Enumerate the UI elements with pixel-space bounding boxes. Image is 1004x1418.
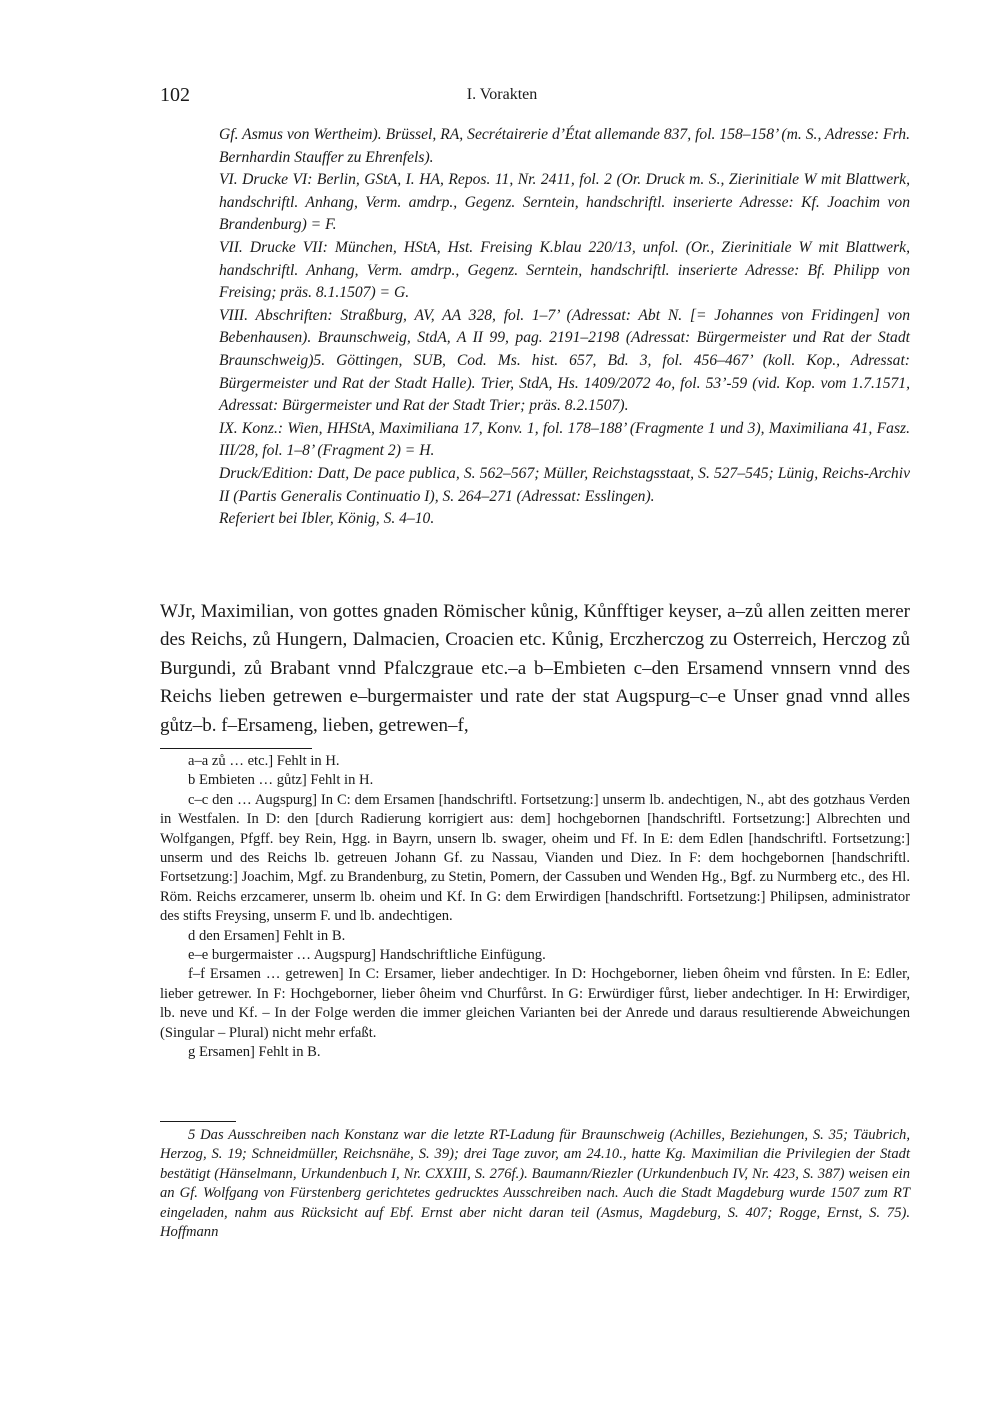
apparatus-note: a–a zů … etc.] Fehlt in H. — [188, 753, 340, 769]
apparatus-divider — [160, 748, 312, 749]
apparatus-note: b Embieten … gůtz] Fehlt in H. — [188, 772, 374, 789]
main-text — [160, 598, 910, 740]
source-entry: Referiert bei Ibler, König, S. 4–10. — [219, 510, 435, 528]
footnote-5: 5 Das Ausschreiben nach Konstanz war die letzte RT-Ladung für Braunschweig (Achilles, Beziehungen, S. 35; Täubrich, Herzog, S. 19; Schneidmüller, Reichsnähe, S. 39); drei Tage zuvor, am 24.10., hatte Kg. Maximilian die Privilegien der Stadt bestätigt (Hänselmann, Urkundenbuch I, Nr. CXXIII, S. 276f.). Baumann/Riezler (Urkundenbuch IV, Nr. 423, S. 387) weisen ein an Gf. Wolfgang von Fürstenberg gerichtetes gedrucktes Ausschreiben nach. Auch die Stadt Magdeburg wurde 1507 zum RT eingeladen, nahm aus Rücksicht auf Ebf. Ernst aber nicht daran teil (Asmus, Magdeburg, S. 407; Rogge, Ernst, S. 75). Hoffmann — [160, 1127, 910, 1241]
source-entry: Gf. Asmus von Wertheim). Brüssel, RA, Secrétairerie d’État allemande 837, fol. 158–158’ (m. S., Adresse: Frh. Bernhardin Stauffer zu Ehrenfels). — [219, 126, 910, 166]
source-entry: VII. Drucke VII: München, HStA, Hst. Freising K.blau 220/13, unfol. (Or., Zierinitiale W mit Blattwerk, handschriftl. Anhang, Verm. amdrp., Gegenz. Serntein, handschriftl. inserierte Adresse: Bf. Philipp von Freising; präs. 8.1.1507) = G. — [219, 238, 910, 302]
source-entry: Druck/Edition: Datt, De pace publica, S. 562–567; Müller, Reichstagsstaat, S. 527–545; Lünig, Reichs-Archiv II (Partis Generalis Continuatio I), S. 264–271 (Adressat: Esslingen). — [219, 464, 910, 505]
apparatus-note: d den Ersamen] Fehlt in B. — [188, 927, 346, 944]
source-listing — [219, 124, 910, 531]
footnotes — [160, 1126, 910, 1242]
apparatus-note: c–c den … Augspurg] In C: dem Ersamen [handschriftl. Fortsetzung:] unserm lb. andechtigen, N., abt des gotzhaus Verden in Westfalen. In D: den [durch Radierung korrigiert aus: dem] hochgebornen [handschriftl. Fortsetzung:] Albrechten und Wolfgangen, Pfgff. bey Rein, Hgg. in Bayrn, unsern lb. swager, oheim und Ff. In E: dem Edlen [handschriftl. Fortsetzung:] unserm und des Reichs lb. getreuen Johann Gf. zu Nassau, Vianden und Diez. In F: dem hochgebornen [handschriftl. Fortsetzung:] Joachim, Mgf. zu Brandenburg, zu Stetin, Pomern, der Cassuben und Wenden Hg., Bgf. zu Nurmberg etc., des Hl. Röm. Reichs erzcamerer, unserm lb. oheim und Kf. In G: dem Erwirdigen [handschriftl. Fortsetzung:] Philipsen, administrator des stifts Freysing, unserm F. und lb. andechtigen. — [160, 791, 910, 925]
apparatus-note: e–e burgermaister … Augspurg] Handschriftliche Einfügung. — [188, 947, 546, 964]
main-paragraph: WJr, Maximilian, von gottes gnaden Römischer kůnig, Kůnfftiger keyser, a–zů allen zeitten merer des Reichs, zů Hungern, Dalmacien, Croacien etc. Kůnig, Erczherczog zu Osterreich, Herczog zů Burgundi, zů Brabant vnnd Pfalczgraue etc.–a b–Embieten c–den Ersamend vnnsern vnnd des Reichs lieben getrewen e–burgermaister und rate der stat Augspurg–c–e Unser gnad vnnd alles gůtz–b. f–Ersameng, lieben, getrewen–f, — [160, 601, 910, 736]
apparatus-note: f–f Ersamen … getrewen] In C: Ersamer, lieber andechtiger. In D: Hochgeborner, lieben ôheim vnd fůrsten. In E: Edler, lieber getrewer. In F: Hochgeborner, lieber ôheim vnd Churfůrst. In G: Erwürdiger fůrst, lieber andechtiger. In H: Erwirdiger, lb. neve und Kf. – In der Folge werden die immer gleichen Varianten bei der Anrede und daraus resultierende Abweichungen (Singular – Plural) nicht mehr erfaßt. — [160, 966, 910, 1041]
critical-apparatus — [160, 752, 910, 1063]
source-entry: IX. Konz.: Wien, HHStA, Maximiliana 17, Konv. 1, fol. 178–188’ (Fragmente 1 und 3), Maximiliana 41, Fasz. III/28, fol. 1–8’ (Fragment 2) = H. — [219, 419, 910, 460]
source-entry: VI. Drucke VI: Berlin, GStA, I. HA, Repos. 11, Nr. 2411, fol. 2 (Or. Druck m. S., Zierinitiale W mit Blattwerk, handschriftl. Anhang, Verm. amdrp., Gegenz. Serntein, handschriftl. inserierte Adresse: Kf. Joachim von Brandenburg) = F. — [219, 171, 910, 234]
footnote-divider — [160, 1121, 236, 1122]
apparatus-note: g Ersamen] Fehlt in B. — [188, 1044, 321, 1061]
source-entry: VIII. Abschriften: Straßburg, AV, AA 328, fol. 1–7’ (Adressat: Abt N. [= Johannes von Fridingen] von Bebenhausen). Braunschweig, StdA, A II 99, pag. 2191–2198 (Adressat: Bürgermeister und Rat der Stadt Braunschweig)5. Göttingen, SUB, Cod. Ms. hist. 657, Bd. 3, fol. 456–467’ (koll. Kop., Adressat: Bürgermeister und Rat der Stadt Halle). Trier, StdA, Hs. 1409/2072 4o, fol. 53’-59 (vid. Kop. vom 1.7.1571, Adressat: Bürgermeister und Rat der Stadt Trier; präs. 8.2.1507). — [219, 306, 910, 415]
page-number: 102 — [160, 84, 190, 106]
running-title: I. Vorakten — [466, 86, 538, 103]
